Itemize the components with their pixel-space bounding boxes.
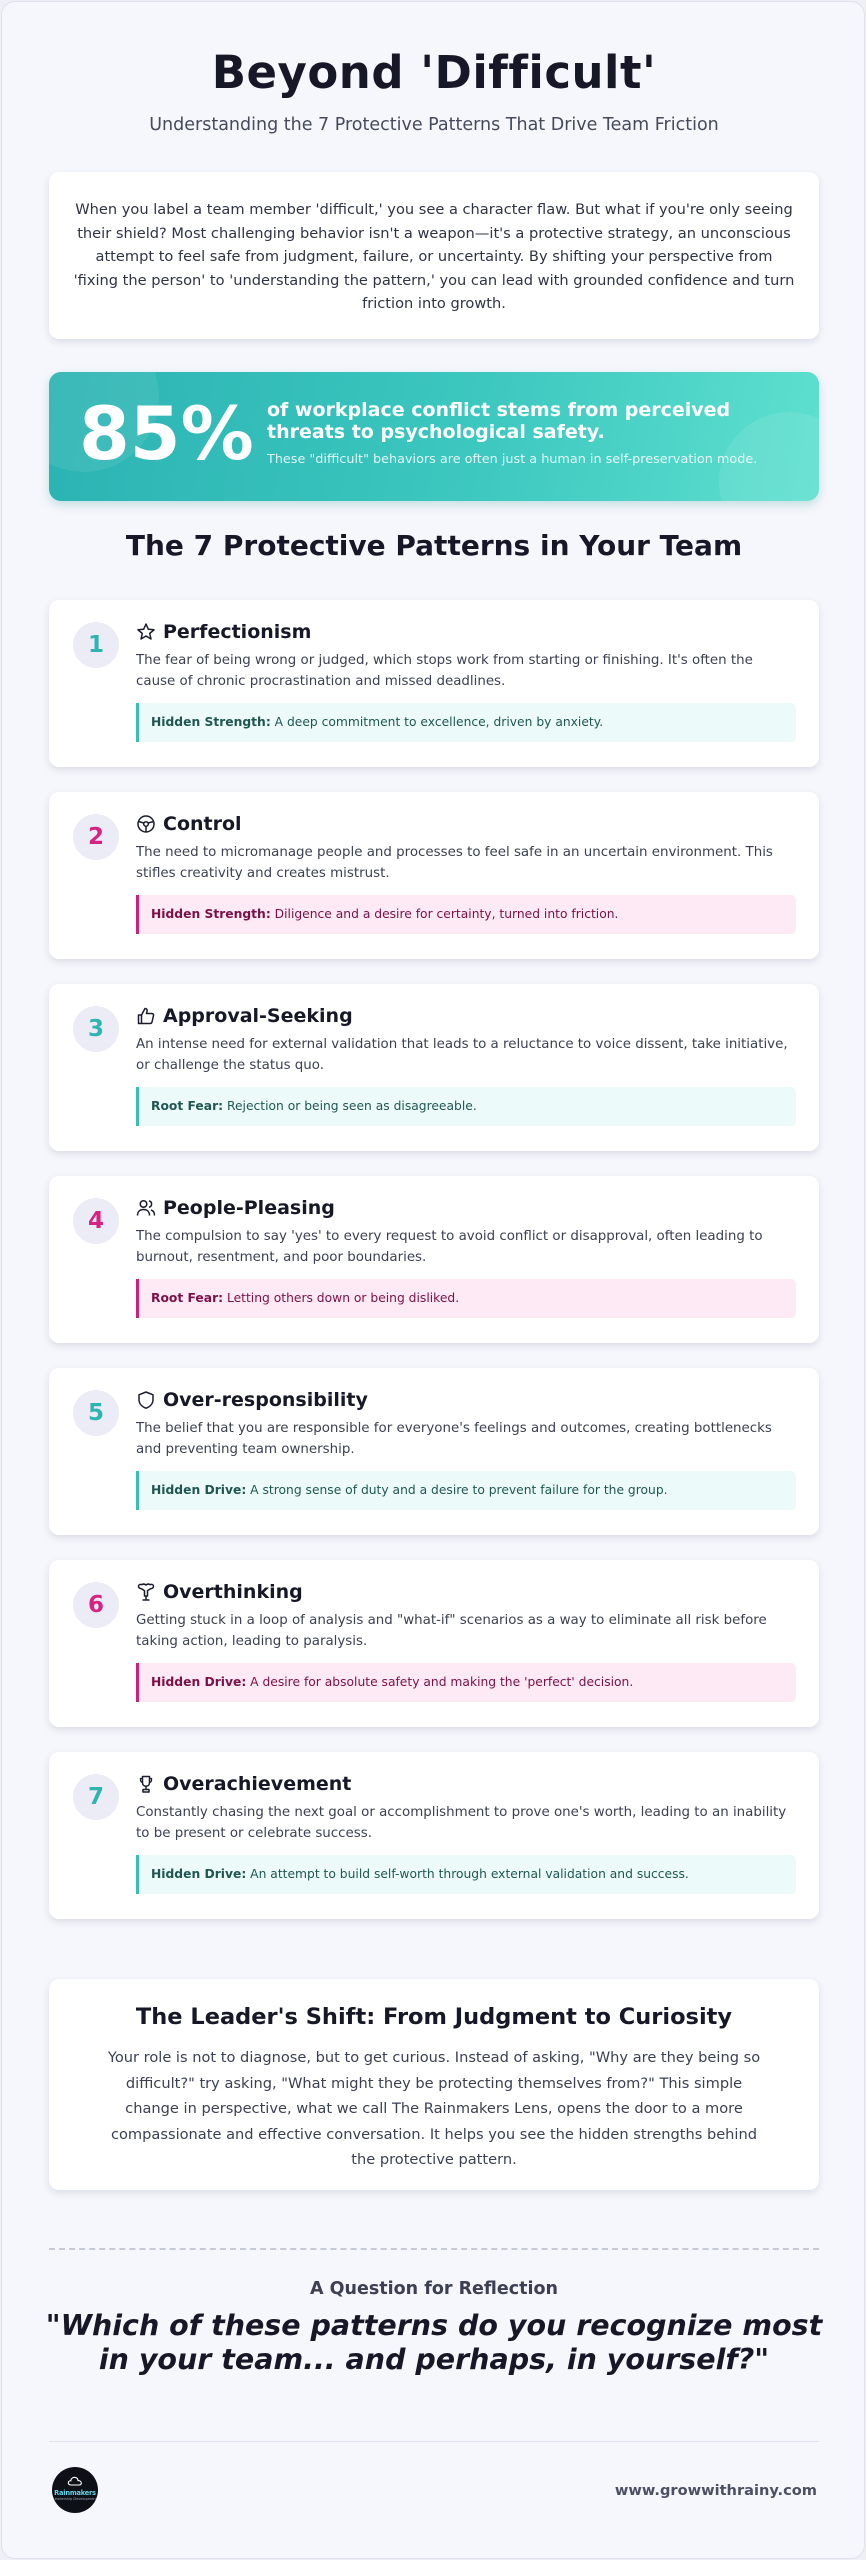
pattern-number: 2 (73, 814, 119, 860)
pattern-number: 7 (73, 1774, 119, 1820)
star-icon (136, 622, 156, 642)
pattern-card-overachievement (49, 1752, 819, 1919)
intro-card (49, 172, 819, 339)
callout-text: A strong sense of duty and a desire to prevent failure for the group. (250, 1483, 668, 1497)
leader-shift-title: The Leader's Shift: From Judgment to Curiosity (135, 2004, 733, 2030)
pattern-number: 1 (73, 622, 119, 668)
pattern-number: 5 (73, 1390, 119, 1436)
pattern-description: The fear of being wrong or judged, which stops work from starting or finishing. It's often the cause of chronic procrastination and missed deadlines. (136, 653, 753, 689)
pattern-card-over-responsibility (49, 1368, 819, 1535)
pattern-card-approval-seeking (49, 984, 819, 1151)
callout-label: Root Fear: (151, 1291, 224, 1305)
pattern-callout (136, 1471, 796, 1510)
callout-label: Hidden Drive: (151, 1867, 247, 1881)
logo-tagline: Leadership Development (53, 2497, 97, 2501)
pattern-callout (136, 1663, 796, 1702)
reflection-quote: "Which of these patterns do you recognize most in your team... and perhaps, in yourself?" (45, 2309, 823, 2376)
rainmakers-logo (52, 2467, 98, 2513)
callout-text: A desire for absolute safety and making the 'perfect' decision. (250, 1675, 634, 1689)
callout-text: A deep commitment to excellence, driven by anxiety. (274, 715, 604, 729)
pattern-description: The need to micromanage people and processes to feel safe in an uncertain environment. This stifles creativity and creates mistrust. (136, 845, 773, 881)
callout-label: Hidden Strength: (151, 907, 271, 921)
stat-banner (49, 372, 819, 501)
section-divider (49, 2248, 819, 2250)
pattern-card-perfectionism (49, 600, 819, 767)
intro-text: When you label a team member 'difficult,' you see a character flaw. But what if you're only seeing their shield? Most challenging behavior isn't a weapon—it's a protective strategy, an unconscious attempt to feel safe from judgment, failure, or uncertainty. By shifting your perspective from 'fixing the person' to 'understanding the pattern,' you can lead with grounded confidence and turn friction into growth. (73, 201, 795, 312)
pattern-description: Constantly chasing the next goal or accomplishment to prove one's worth, leading to an inability to be present or celebrate success. (136, 1805, 787, 1841)
pattern-description: Getting stuck in a loop of analysis and "what-if" scenarios as a way to eliminate all risk before taking action, leading to paralysis. (136, 1613, 767, 1649)
callout-text: Diligence and a desire for certainty, turned into friction. (274, 907, 619, 921)
pattern-title: People-Pleasing (163, 1197, 335, 1219)
pattern-callout (136, 1279, 796, 1318)
website-url: www.growwithrainy.com (614, 2482, 817, 2499)
callout-label: Root Fear: (151, 1099, 224, 1113)
pattern-title: Perfectionism (163, 621, 312, 643)
logo-name: Rainmakers (54, 2489, 96, 2497)
pattern-title: Overachievement (163, 1773, 352, 1795)
pattern-title: Control (163, 813, 242, 835)
patterns-section-title: The 7 Protective Patterns in Your Team (125, 529, 743, 562)
pattern-title: Overthinking (163, 1581, 303, 1603)
pattern-title: Over-responsibility (163, 1389, 368, 1411)
leader-shift-text: Your role is not to diagnose, but to get curious. Instead of asking, "Why are they being so difficult?" try asking, "What might they be protecting themselves from?" This simple change in perspective, what we call The Rainmakers Lens, opens the door to a more compassionate and effective conversation. It helps you see the hidden strengths behind the protective pattern. (107, 2049, 761, 2168)
shield-icon (136, 1390, 156, 1410)
pattern-callout (136, 1855, 796, 1894)
pattern-number: 4 (73, 1198, 119, 1244)
pattern-card-people-pleasing (49, 1176, 819, 1343)
pattern-title: Approval-Seeking (163, 1005, 353, 1027)
pattern-callout (136, 1087, 796, 1126)
thumbs-up-icon (136, 1006, 156, 1026)
page-subtitle: Understanding the 7 Protective Patterns That Drive Team Friction (149, 115, 719, 135)
trophy-icon (136, 1774, 156, 1794)
stat-value: 85% (79, 392, 254, 477)
cloud-icon (67, 2475, 83, 2487)
users-icon (136, 1198, 156, 1218)
callout-text: An attempt to build self-worth through external validation and success. (250, 1867, 689, 1881)
reflection-label: A Question for Reflection (310, 2279, 558, 2299)
pattern-number: 3 (73, 1006, 119, 1052)
footer-divider (49, 2441, 819, 2442)
brain-icon (136, 1582, 156, 1602)
callout-text: Rejection or being seen as disagreeable. (226, 1099, 477, 1113)
stat-note: These "difficult" behaviors are often just a human in self-preservation mode. (267, 452, 758, 467)
stat-headline: of workplace conflict stems from perceived threats to psychological safety. (267, 399, 731, 443)
pattern-description: An intense need for external validation that leads to a reluctance to voice dissent, take initiative, or challenge the status quo. (136, 1037, 788, 1073)
steering-wheel-icon (136, 814, 156, 834)
pattern-callout (136, 703, 796, 742)
pattern-description: The belief that you are responsible for everyone's feelings and outcomes, creating bottlenecks and preventing team ownership. (136, 1421, 772, 1457)
infographic-page (1, 1, 865, 2559)
callout-label: Hidden Strength: (151, 715, 271, 729)
leader-shift-card (49, 1979, 819, 2190)
pattern-callout (136, 895, 796, 934)
callout-text: Letting others down or being disliked. (226, 1291, 460, 1305)
pattern-card-overthinking (49, 1560, 819, 1727)
pattern-number: 6 (73, 1582, 119, 1628)
page-title: Beyond 'Difficult' (211, 46, 657, 99)
pattern-card-control (49, 792, 819, 959)
callout-label: Hidden Drive: (151, 1483, 247, 1497)
callout-label: Hidden Drive: (151, 1675, 247, 1689)
pattern-description: The compulsion to say 'yes' to every request to avoid conflict or disapproval, often leading to burnout, resentment, and poor boundaries. (136, 1229, 763, 1265)
